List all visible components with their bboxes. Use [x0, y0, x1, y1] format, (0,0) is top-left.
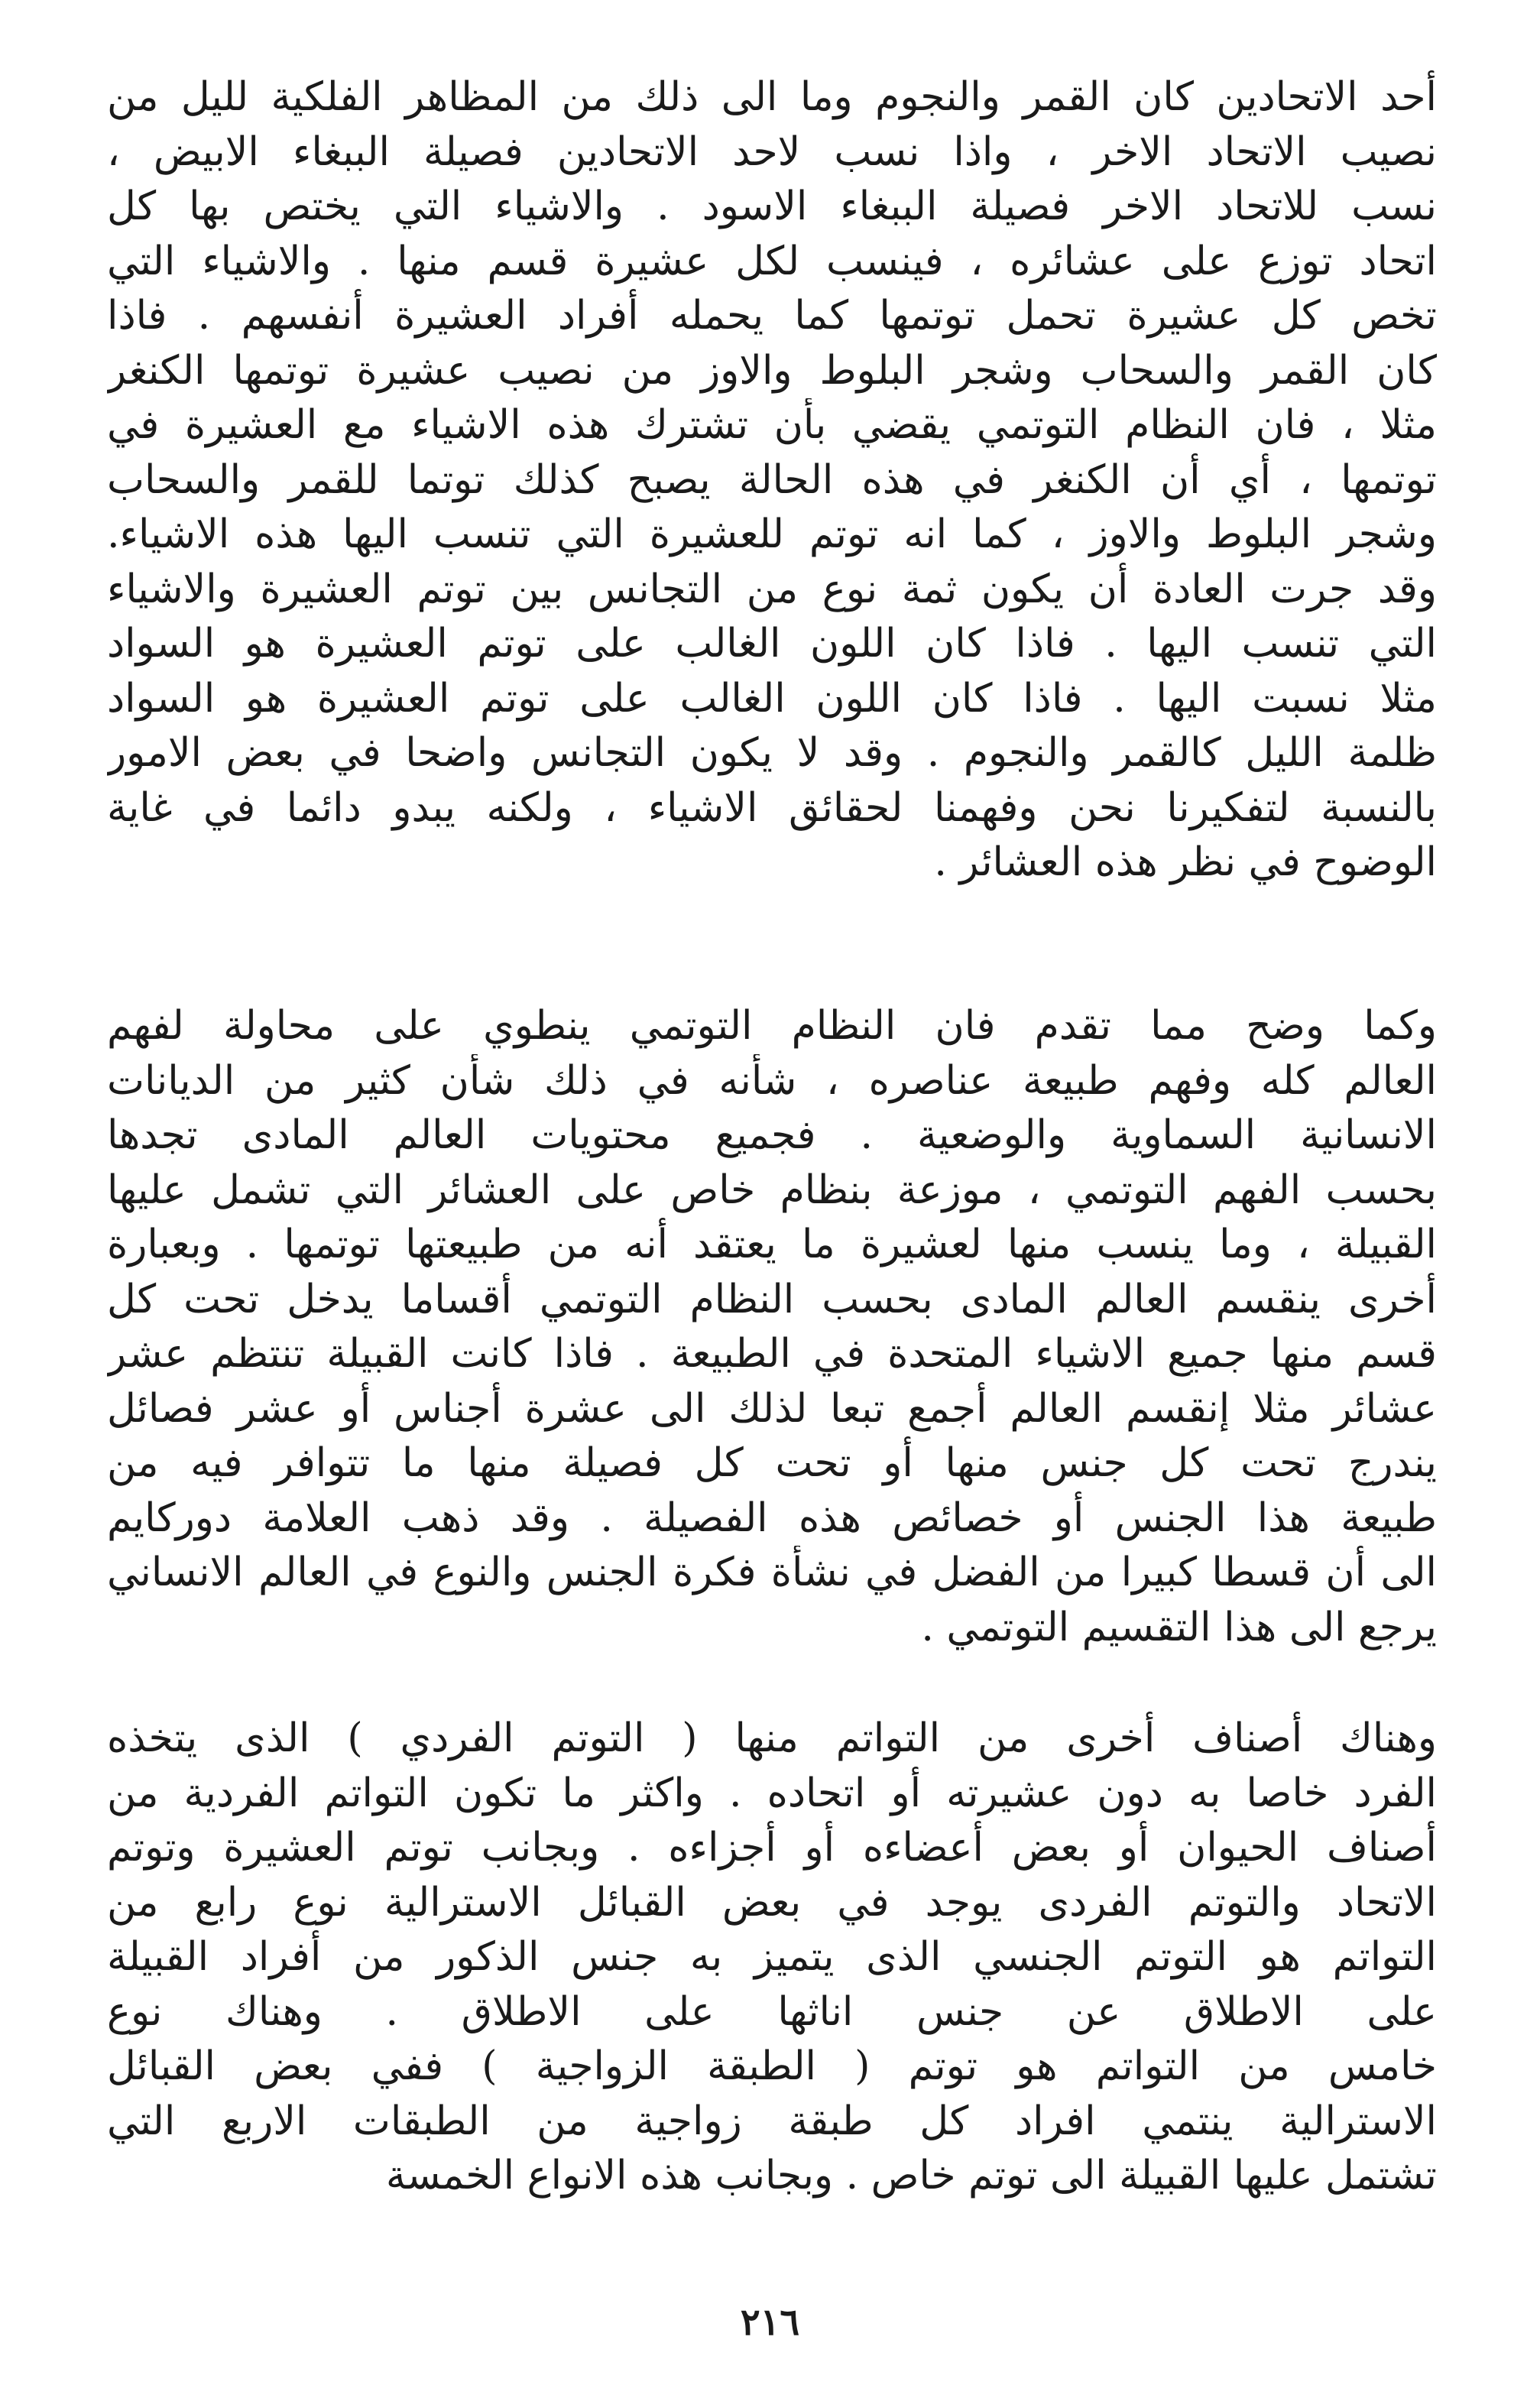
page-number: ٢١٦ [740, 2301, 800, 2344]
text-line: توتمها ، أي أن الكنغر في هذه الحالة يصبح كذلك توتما للقمر والسحاب [107, 456, 1437, 503]
text-line: عشائر مثلا إنقسم العالم أجمع تبعا لذلك الى عشرة أجناس أو عشر فصائل [107, 1385, 1437, 1432]
text-line: ظلمة الليل كالقمر والنجوم . وقد لا يكون التجانس واضحا في بعض الامور [107, 730, 1437, 776]
text-line: مثلا نسبت اليها . فاذا كان اللون الغالب على توتم العشيرة هو السواد [107, 675, 1437, 722]
text-line: القبيلة ، وما ينسب منها لعشيرة ما يعتقد أنه من طبيعتها توتمها . وبعبارة [107, 1222, 1437, 1267]
text-line: طبيعة هذا الجنس أو خصائص هذه الفصيلة . وقد ذهب العلامة دوركايم [107, 1494, 1437, 1541]
text-line: أخرى ينقسم العالم المادى بحسب النظام التوتمي أقساما يدخل تحت كل [107, 1276, 1437, 1322]
text-line: وكما وضح مما تقدم فان النظام التوتمي ينطوي على محاولة لفهم [107, 1003, 1437, 1049]
text-line: اتحاد توزع على عشائره ، فينسب لكل عشيرة قسم منها . والاشياء التي [107, 238, 1437, 284]
text-line: الاسترالية ينتمي افراد كل طبقة زواجية من الطبقات الاربع التي [107, 2098, 1437, 2144]
text-line: التي تنسب اليها . فاذا كان اللون الغالب على توتم العشيرة هو السواد [107, 621, 1437, 667]
text-line: الى أن قسطا كبيرا من الفضل في نشأة فكرة الجنس والنوع في العالم الانساني [107, 1550, 1437, 1595]
text-line: الانسانية السماوية والوضعية . فجميع محتويات العالم المادى تجدها [107, 1112, 1437, 1158]
text-line: كان القمر والسحاب وشجر البلوط والاوز من نصيب عشيرة توتمها الكنغر [107, 347, 1437, 394]
text-line: العالم كله وفهم طبيعة عناصره ، شأنه في ذلك شأن كثير من الديانات [107, 1057, 1437, 1104]
paragraph-1 [107, 70, 1437, 891]
text-line: يرجع الى هذا التقسيم التوتمي . [921, 1604, 1437, 1650]
text-line: قسم منها جميع الاشياء المتحدة في الطبيعة . فاذا كانت القبيلة تنتظم عشر [107, 1331, 1437, 1377]
text-line: أحد الاتحادين كان القمر والنجوم وما الى ذلك من المظاهر الفلكية لليل من [107, 74, 1437, 120]
text-line: الاتحاد والتوتم الفردى يوجد في بعض القبائل الاسترالية نوع رابع من [107, 1879, 1437, 1926]
text-line: الفرد خاصا به دون عشيرته أو اتحاده . واكثر ما تكون التواتم الفردية من [107, 1770, 1437, 1816]
text-line: تشتمل عليها القبيلة الى توتم خاص . وبجانب هذه الانواع الخمسة [385, 2153, 1437, 2199]
text-line: الوضوح في نظر هذه العشائر . [934, 839, 1437, 885]
text-line: نسب للاتحاد الاخر فصيلة الببغاء الاسود . والاشياء التي يختص بها كل [107, 183, 1437, 229]
text-line: وهناك أصناف أخرى من التواتم منها ( التوتم الفردي ) الذى يتخذه [107, 1715, 1437, 1761]
text-line: بحسب الفهم التوتمي ، موزعة بنظام خاص على العشائر التي تشمل عليها [107, 1167, 1437, 1213]
text-line: التواتم هو التوتم الجنسي الذى يتميز به جنس الذكور من أفراد القبيلة [107, 1934, 1437, 1980]
text-line: خامس من التواتم هو توتم ( الطبقة الزواجية ) ففي بعض القبائل [107, 2043, 1437, 2089]
text-line: على الاطلاق عن جنس اناثها على الاطلاق . وهناك نوع [107, 1988, 1437, 2035]
paragraph-3 [107, 1712, 1437, 2204]
text-line: يندرج تحت كل جنس منها أو تحت كل فصيلة منها ما تتوافر فيه من [107, 1440, 1437, 1486]
paragraph-2 [107, 999, 1437, 1655]
text-line: وشجر البلوط والاوز ، كما انه توتم للعشيرة التي تنسب اليها هذه الاشياء. [107, 511, 1437, 557]
text-line: تخص كل عشيرة تحمل توتمها كما يحمله أفراد العشيرة أنفسهم . فاذا [107, 293, 1437, 339]
text-line: أصناف الحيوان أو بعض أعضاءه أو أجزاءه . وبجانب توتم العشيرة وتوتم [107, 1825, 1437, 1871]
text-line: بالنسبة لتفكيرنا نحن وفهمنا لحقائق الاشياء ، ولكنه يبدو دائما في غاية [107, 784, 1437, 831]
text-line: وقد جرت العادة أن يكون ثمة نوع من التجانس بين توتم العشيرة والاشياء [107, 566, 1437, 612]
text-line: مثلا ، فان النظام التوتمي يقضي بأن تشترك هذه الاشياء مع العشيرة في [107, 402, 1437, 448]
text-line: نصيب الاتحاد الاخر ، واذا نسب لاحد الاتحادين فصيلة الببغاء الابيض ، [107, 128, 1437, 175]
